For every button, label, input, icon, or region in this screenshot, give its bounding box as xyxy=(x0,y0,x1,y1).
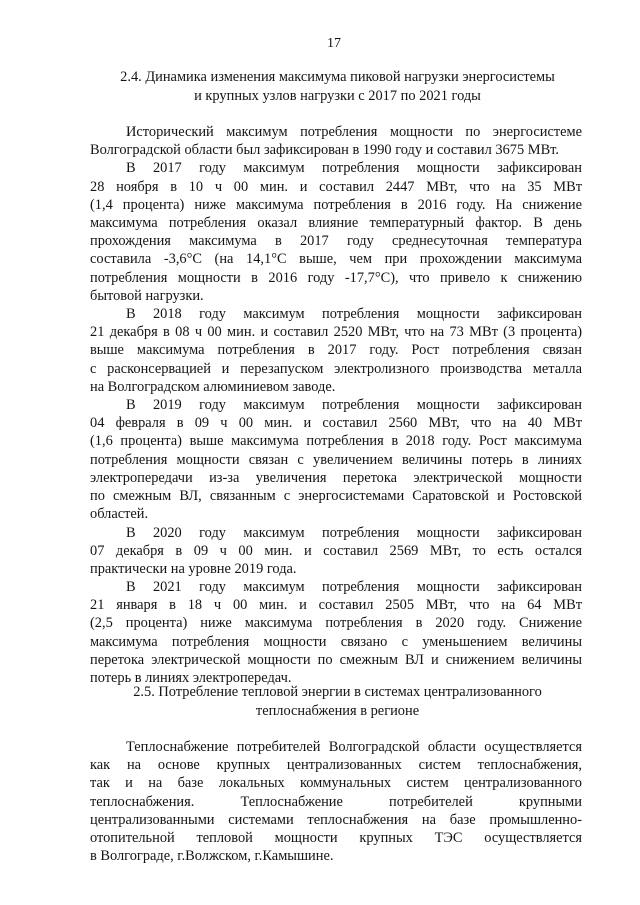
paragraph-line: отопительной тепловой мощности крупных ТЭС осуществляется xyxy=(90,829,582,846)
paragraph-historical-maximum xyxy=(90,123,582,159)
paragraph-2020 xyxy=(90,524,582,579)
paragraph-line: В 2017 году максимум потребления мощности зафиксирован xyxy=(126,160,582,177)
paragraph-line: перетока электрической мощности по смежным ВЛ и снижением величины xyxy=(90,651,582,668)
paragraph-line: Исторический максимум потребления мощности по энергосистеме xyxy=(126,124,582,140)
paragraph-line: в Волгограде, г.Волжском, г.Камышине. xyxy=(90,848,334,865)
paragraph-line: максимума потребления оказал влияние температурный фактор. В день xyxy=(90,214,582,231)
paragraph-line: Теплоснабжение потребителей Волгоградской области осуществляется xyxy=(126,739,582,755)
paragraph-line: выше максимума потребления в 2017 году. Рост потребления связан xyxy=(90,342,582,359)
paragraph-line: централизованными системами теплоснабжения на базе промышленно- xyxy=(90,811,582,828)
heading-line: и крупных узлов нагрузки с 2017 по 2021 годы xyxy=(194,88,481,104)
heading-line: 2.5. Потребление тепловой энергии в системах централизованного xyxy=(133,684,542,700)
paragraph-line: 28 ноября в 10 ч 00 мин. и составил 2447 МВт, что на 35 МВт xyxy=(90,178,582,195)
paragraph-line: с расконсервацией и перезапуском электролизного производства металла xyxy=(90,360,582,377)
paragraph-line: (2,5 процента) ниже максимума потребления в 2020 году. Снижение xyxy=(90,615,582,632)
paragraph-line: электропередачи из-за увеличения перетока электрической мощности xyxy=(90,469,582,486)
paragraph-line: В 2019 году максимум потребления мощности зафиксирован xyxy=(126,397,582,413)
paragraph-2017 xyxy=(90,159,582,305)
paragraph-line: (1,4 процента) ниже максимума потребления в 2016 году. На снижение xyxy=(90,196,582,213)
paragraph-heat-supply xyxy=(90,738,582,865)
paragraph-2021 xyxy=(90,578,582,687)
paragraph-line: В 2018 году максимум потребления мощности зафиксирован xyxy=(126,306,582,322)
page-number: 17 xyxy=(327,36,341,51)
paragraph-line: составила -3,6°С (на 14,1°С выше, чем при прохождении максимума xyxy=(90,251,582,268)
paragraph-line: потребления мощности в 2016 году -17,7°С), что привело к снижению xyxy=(90,269,582,286)
paragraph-line: (1,6 процента) выше максимума потребления в 2018 году. Рост максимума xyxy=(90,433,582,450)
paragraph-line: В 2021 году максимум потребления мощности зафиксирован xyxy=(126,579,582,595)
section-heading-2-5 xyxy=(60,683,615,721)
paragraph-line: по смежным ВЛ, связанным с энергосистемами Саратовской и Ростовской xyxy=(90,487,582,504)
paragraph-2018 xyxy=(90,305,582,396)
paragraph-line: В 2020 году максимум потребления мощности зафиксирован xyxy=(126,524,582,541)
paragraph-line: теплоснабжения. Теплоснабжение потребителей крупными xyxy=(90,793,582,810)
paragraph-line: Волгоградской области был зафиксирован в 1990 году и составил 3675 МВт. xyxy=(90,142,559,159)
paragraph-line: практически на уровне 2019 года. xyxy=(90,560,297,577)
paragraph-line: бытовой нагрузки. xyxy=(90,287,204,304)
paragraph-line: максимума потребления мощности связано с уменьшением величины xyxy=(90,633,582,650)
paragraph-line: на Волгоградском алюминиевом заводе. xyxy=(90,378,336,395)
paragraph-line: потерь в линиях электропередач. xyxy=(90,669,292,686)
heading-line: теплоснабжения в регионе xyxy=(255,703,420,719)
paragraph-line: так и на базе локальных коммунальных систем централизованного xyxy=(90,775,582,792)
paragraph-line: как на основе крупных централизованных систем теплоснабжения, xyxy=(90,757,582,774)
paragraph-line: прохождения максимума в 2017 году среднесуточная температура xyxy=(90,233,582,250)
paragraph-2019 xyxy=(90,396,582,523)
paragraph-line: 21 декабря в 08 ч 00 мин. и составил 2520 МВт, что на 73 МВт (3 процента) xyxy=(90,324,582,341)
paragraph-line: областей. xyxy=(90,506,149,523)
paragraph-line: 07 декабря в 09 ч 00 мин. и составил 2569 МВт, то есть остался xyxy=(90,542,582,559)
paragraph-line: 04 февраля в 09 ч 00 мин. и составил 2560 МВт, что на 40 МВт xyxy=(90,415,582,432)
paragraph-line: потребления мощности связан с увеличением величины потерь в линиях xyxy=(90,451,582,468)
heading-line: 2.4. Динамика изменения максимума пиковой нагрузки энергосистемы xyxy=(120,69,555,85)
paragraph-line: 21 января в 18 ч 00 мин. и составил 2505 МВт, что на 64 МВт xyxy=(90,597,582,614)
section-heading-2-4 xyxy=(60,68,615,106)
